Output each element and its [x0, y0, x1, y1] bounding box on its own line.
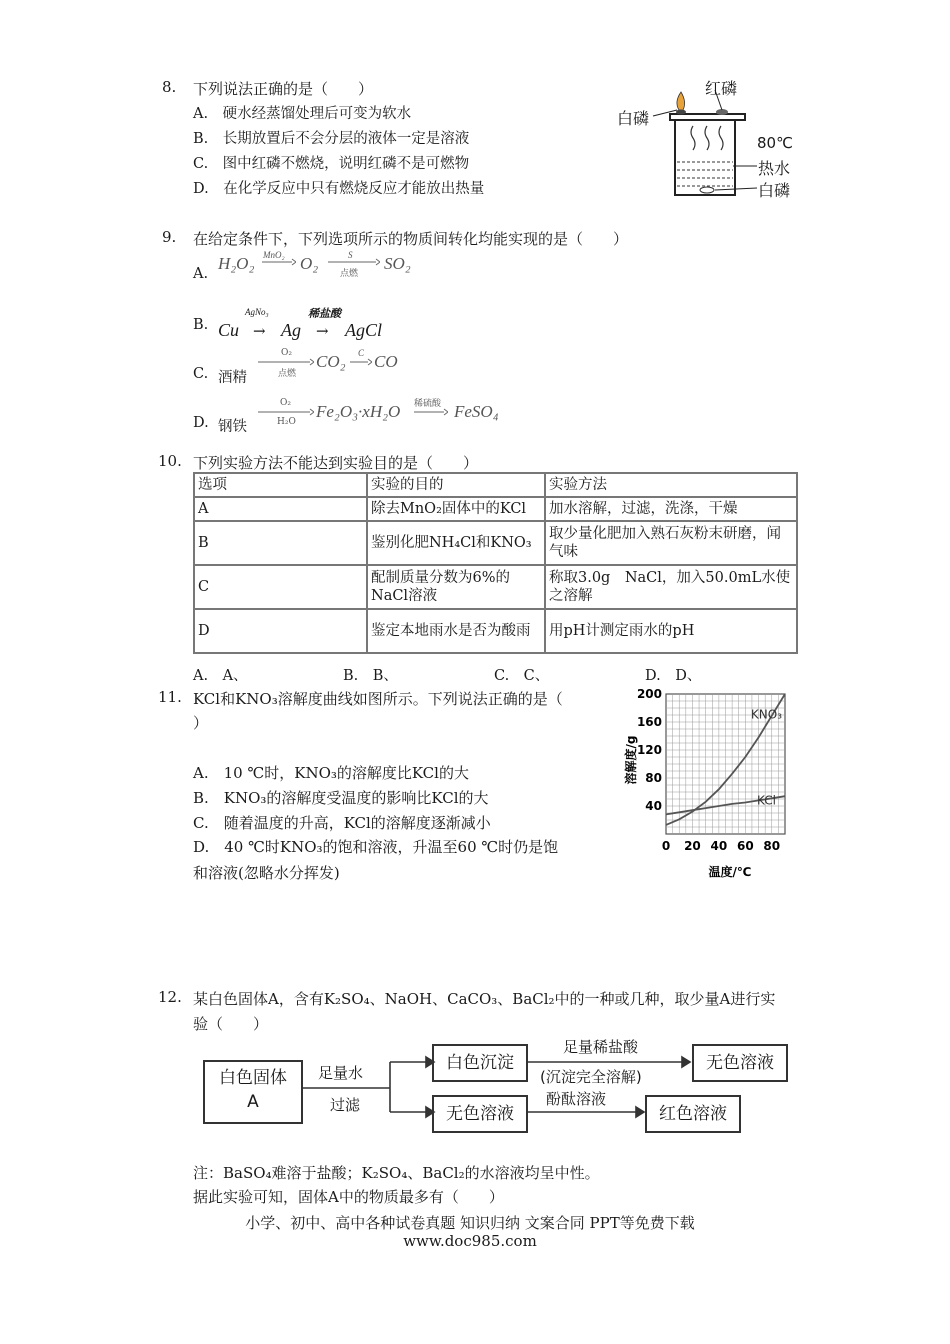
table-cell: 用pH计测定雨水的pH: [545, 609, 797, 653]
q11-option-d-line1: D. 40 ℃时KNO₃的饱和溶液，升温至60 ℃时仍是饱: [193, 838, 559, 856]
table-cell: A: [194, 497, 367, 521]
footer-ad-line: 小学、初中、高中各种试卷真题 知识归纳 文案合同 PPT等免费下载: [245, 1214, 695, 1232]
q9d-feso4: FeSO₄: [454, 402, 499, 421]
y-tick-label: 200: [636, 687, 662, 701]
q9-option-c-letter: C.: [193, 366, 209, 382]
q9d-o2: O₂: [280, 398, 291, 408]
x-tick-label: 40: [710, 839, 728, 853]
flow-box-solid-a-line1: 白色固体: [219, 1068, 287, 1088]
q9c-c: C: [358, 348, 365, 358]
q8-number: 8.: [162, 78, 177, 96]
table-cell: 称取3.0g NaCl，加入50.0mL水使之溶解: [545, 565, 797, 609]
header-option: 选项: [194, 473, 367, 497]
table-row: [194, 521, 797, 565]
q8-option-b: B. 长期放置后不会分层的液体一定是溶液: [193, 131, 470, 147]
q9c-ignite: 点燃: [278, 369, 297, 379]
y-tick-label: 40: [645, 799, 662, 813]
q11-number: 11.: [158, 688, 182, 706]
y-tick-label: 160: [636, 715, 662, 729]
q9b-agcl: AgCl: [345, 320, 383, 340]
q12-stem-line2: 验（ ）: [193, 1015, 269, 1033]
x-tick-label: 60: [736, 839, 754, 853]
flow-box-solid-a: [203, 1060, 303, 1124]
q9c-arrow-2: [350, 358, 372, 366]
q9b-dilute-hcl: 稀盐酸: [308, 308, 341, 320]
q8-stem: 下列说法正确的是（ ）: [193, 80, 374, 98]
q8-option-d: D. 在化学反应中只有燃烧反应才能放出热量: [193, 181, 485, 197]
table-cell: 配制质量分数为6%的NaCl溶液: [367, 565, 545, 609]
q12-number: 12.: [158, 988, 182, 1006]
q9a-so2: SO₂: [384, 254, 411, 273]
q9d-arrow-2: [414, 408, 448, 416]
q9-option-d-letter: D.: [193, 415, 209, 431]
q9b-cu: Cu: [218, 320, 240, 340]
q10-choice-d: D. D、: [645, 668, 702, 684]
q9c-co: CO: [374, 352, 398, 371]
q9d-rust: Fe₂O₃·xH₂O: [316, 402, 401, 421]
table-cell: 取少量化肥加入熟石灰粉末研磨，闻气味: [545, 521, 797, 565]
q9-option-a-letter: A.: [193, 266, 209, 282]
q9b-agno3: AgNo₃: [245, 307, 269, 317]
series-label: KCl: [757, 793, 776, 808]
flow-box-precipitate: 白色沉淀: [432, 1044, 528, 1082]
q11-option-d-line2: 和溶液(忽略水分挥发): [193, 864, 340, 882]
flow-label-dissolved: (沉淀完全溶解): [540, 1068, 642, 1086]
q9c-arrow-1: [258, 358, 314, 366]
q9a-o2: O₂: [300, 254, 319, 273]
flow-label-water: 足量水: [318, 1064, 364, 1082]
table-row: [194, 565, 797, 609]
flow-box-colorless-1: 无色溶液: [692, 1044, 788, 1082]
y-tick-label: 80: [645, 771, 662, 785]
q12-question: 据此实验可知，固体A中的物质最多有（ ）: [193, 1188, 504, 1206]
q10-experiment-table: [193, 472, 798, 654]
q9c-o2: O₂: [281, 348, 292, 358]
x-tick-label: 20: [684, 839, 701, 853]
x-axis-label: 温度/℃: [708, 865, 752, 879]
table-cell: 除去MnO₂固体中的KCl: [367, 497, 545, 521]
label-temperature: 80℃: [757, 134, 793, 152]
table-cell: B: [194, 521, 367, 565]
series-label: KNO₃: [750, 707, 783, 722]
q10-choice-b: B. B、: [343, 668, 398, 684]
q9a-arrow-2: [328, 258, 380, 266]
q9a-mno2: MnO₂: [263, 250, 285, 260]
table-cell: 加水溶解，过滤，洗涤，干燥: [545, 497, 797, 521]
table-cell: D: [194, 609, 367, 653]
solubility-chart: [620, 684, 795, 880]
header-method: 实验方法: [545, 473, 797, 497]
q9a-h2o2: H₂O₂: [218, 254, 255, 273]
flow-arrows: [300, 1040, 700, 1140]
heat-waves: [691, 126, 723, 150]
q9-stem: 在给定条件下，下列选项所示的物质间转化均能实现的是（ ）: [193, 230, 629, 248]
header-purpose: 实验的目的: [367, 473, 545, 497]
q9d-arrow-1: [258, 408, 314, 416]
table-header-row: [194, 473, 797, 497]
q10-stem: 下列实验方法不能达到实验目的是（ ）: [193, 454, 479, 472]
q10-number: 10.: [158, 452, 182, 470]
q9c-alcohol: 酒精: [218, 370, 247, 386]
q9-number: 9.: [162, 228, 177, 246]
q9d-h2o: H₂O: [277, 417, 296, 427]
q11-stem-line2: ）: [193, 714, 209, 732]
q9b-arrow-1: →: [253, 322, 266, 340]
q10-choice-a: A. A、: [193, 668, 248, 684]
q9b-ag: Ag: [281, 320, 301, 340]
label-white-phosphorus-bottom: 白磷: [758, 181, 791, 200]
white-phosphorus-underwater: [700, 187, 714, 193]
flow-box-red-solution: 红色溶液: [645, 1095, 741, 1133]
beaker-body: [670, 114, 745, 195]
q11-option-c: C. 随着温度的升高，KCl的溶解度逐渐减小: [193, 814, 491, 832]
y-axis-label: 溶解度/g: [624, 735, 638, 785]
label-hot-water: 热水: [758, 159, 791, 178]
label-white-phosphorus-top: 白磷: [617, 109, 650, 128]
q12-note: 注：BaSO₄难溶于盐酸；K₂SO₄、BaCl₂的水溶液均呈中性。: [193, 1164, 600, 1182]
table-cell: 鉴定本地雨水是否为酸雨: [367, 609, 545, 653]
flow-label-filter: 过滤: [330, 1096, 361, 1114]
label-red-phosphorus: 红磷: [705, 79, 738, 98]
q11-option-a: A. 10 ℃时，KNO₃的溶解度比KCl的大: [193, 764, 469, 782]
water-level: [677, 162, 733, 186]
q11-stem-line1: KCl和KNO₃溶解度曲线如图所示。下列说法正确的是（: [193, 690, 563, 708]
q9a-ignite: 点燃: [340, 269, 359, 279]
flow-label-phenolphthalein: 酚酞溶液: [546, 1090, 607, 1108]
table-cell: C: [194, 565, 367, 609]
q12-stem-line1: 某白色固体A，含有K₂SO₄、NaOH、CaCO₃、BaCl₂中的一种或几种，取少量A进行实: [193, 990, 776, 1008]
q8-option-c: C. 图中红磷不燃烧，说明红磷不是可燃物: [193, 156, 470, 172]
flow-label-hcl: 足量稀盐酸: [563, 1038, 639, 1056]
q10-choice-c: C. C、: [494, 668, 550, 684]
q8-option-a: A. 硬水经蒸馏处理后可变为软水: [193, 106, 412, 122]
q9c-co2: CO₂: [316, 352, 346, 371]
flow-box-solid-a-line2: A: [247, 1092, 259, 1112]
table-row: [194, 609, 797, 653]
y-tick-label: 120: [636, 743, 662, 757]
flow-box-colorless-2: 无色溶液: [432, 1095, 528, 1133]
q9b-arrow-2: →: [316, 322, 329, 340]
q11-option-b: B. KNO₃的溶解度受温度的影响比KCl的大: [193, 789, 489, 807]
q9a-arrow-1: [262, 258, 296, 266]
q9-option-b-letter: B.: [193, 317, 209, 333]
q9d-steel: 钢铁: [218, 419, 247, 435]
q9a-s: S: [348, 250, 353, 260]
table-cell: 鉴别化肥NH₄Cl和KNO₃: [367, 521, 545, 565]
q9d-dilute-h2so4: 稀硫酸: [414, 399, 442, 409]
x-tick-label: 0: [661, 839, 671, 853]
table-row: [194, 497, 797, 521]
flame-icon: [676, 92, 686, 115]
x-tick-label: 80: [763, 839, 781, 853]
footer-url: www.doc985.com: [403, 1232, 537, 1250]
